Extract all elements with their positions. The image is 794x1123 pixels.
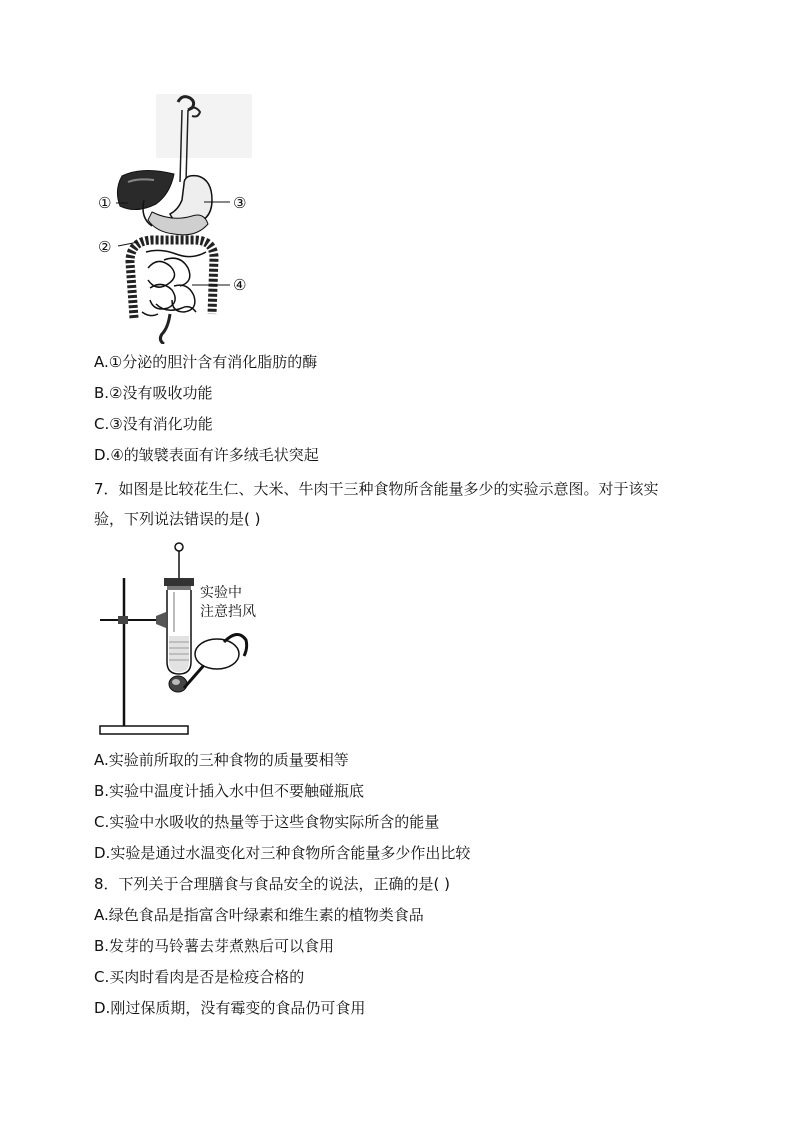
- label-1: ①: [98, 194, 112, 212]
- figure-note-line2: 注意挡风: [200, 604, 256, 620]
- calorimeter-figure: [96, 540, 276, 740]
- figure-note-line1: 实验中: [200, 585, 242, 601]
- label-2: ②: [98, 238, 112, 256]
- q7-stem-line2: 验，下列说法错误的是( ): [94, 510, 261, 528]
- q7-option-d: D.实验是通过水温变化对三种食物所含能量多少作出比较: [94, 844, 471, 862]
- q7-stem-line1: 7．如图是比较花生仁、大米、牛肉干三种食物所含能量多少的实验示意图。对于该实: [94, 480, 659, 498]
- q6-option-b: B.②没有吸收功能: [94, 384, 213, 402]
- q8-option-b: B.发芽的马铃薯去芽煮熟后可以食用: [94, 937, 335, 955]
- q6-option-a: A.①分泌的胆汁含有消化脂肪的酶: [94, 353, 318, 371]
- q8-option-a: A.绿色食品是指富含叶绿素和维生素的植物类食品: [94, 906, 424, 924]
- q7-option-b: B.实验中温度计插入水中但不要触碰瓶底: [94, 782, 365, 800]
- q7-option-a: A.实验前所取的三种食物的质量要相等: [94, 751, 349, 769]
- q7-option-c: C.实验中水吸收的热量等于这些食物实际所含的能量: [94, 813, 440, 831]
- q8-option-d: D.刚过保质期，没有霉变的食品仍可食用: [94, 999, 366, 1017]
- liver: [117, 170, 174, 209]
- label-3: ③: [233, 194, 247, 212]
- small-intestine: [142, 250, 206, 315]
- q8-stem: 8．下列关于合理膳食与食品安全的说法，正确的是( ): [94, 875, 451, 893]
- calorimeter-diagram: [96, 540, 276, 740]
- label-4: ④: [233, 276, 247, 294]
- q8-option-c: C.买肉时看肉是否是检疫合格的: [94, 968, 305, 986]
- q6-option-c: C.③没有消化功能: [94, 415, 213, 433]
- digestive-system-figure: [94, 92, 294, 344]
- digestive-system-diagram: [94, 92, 294, 344]
- q6-option-d: D.④的皱襞表面有许多绒毛状突起: [94, 446, 319, 464]
